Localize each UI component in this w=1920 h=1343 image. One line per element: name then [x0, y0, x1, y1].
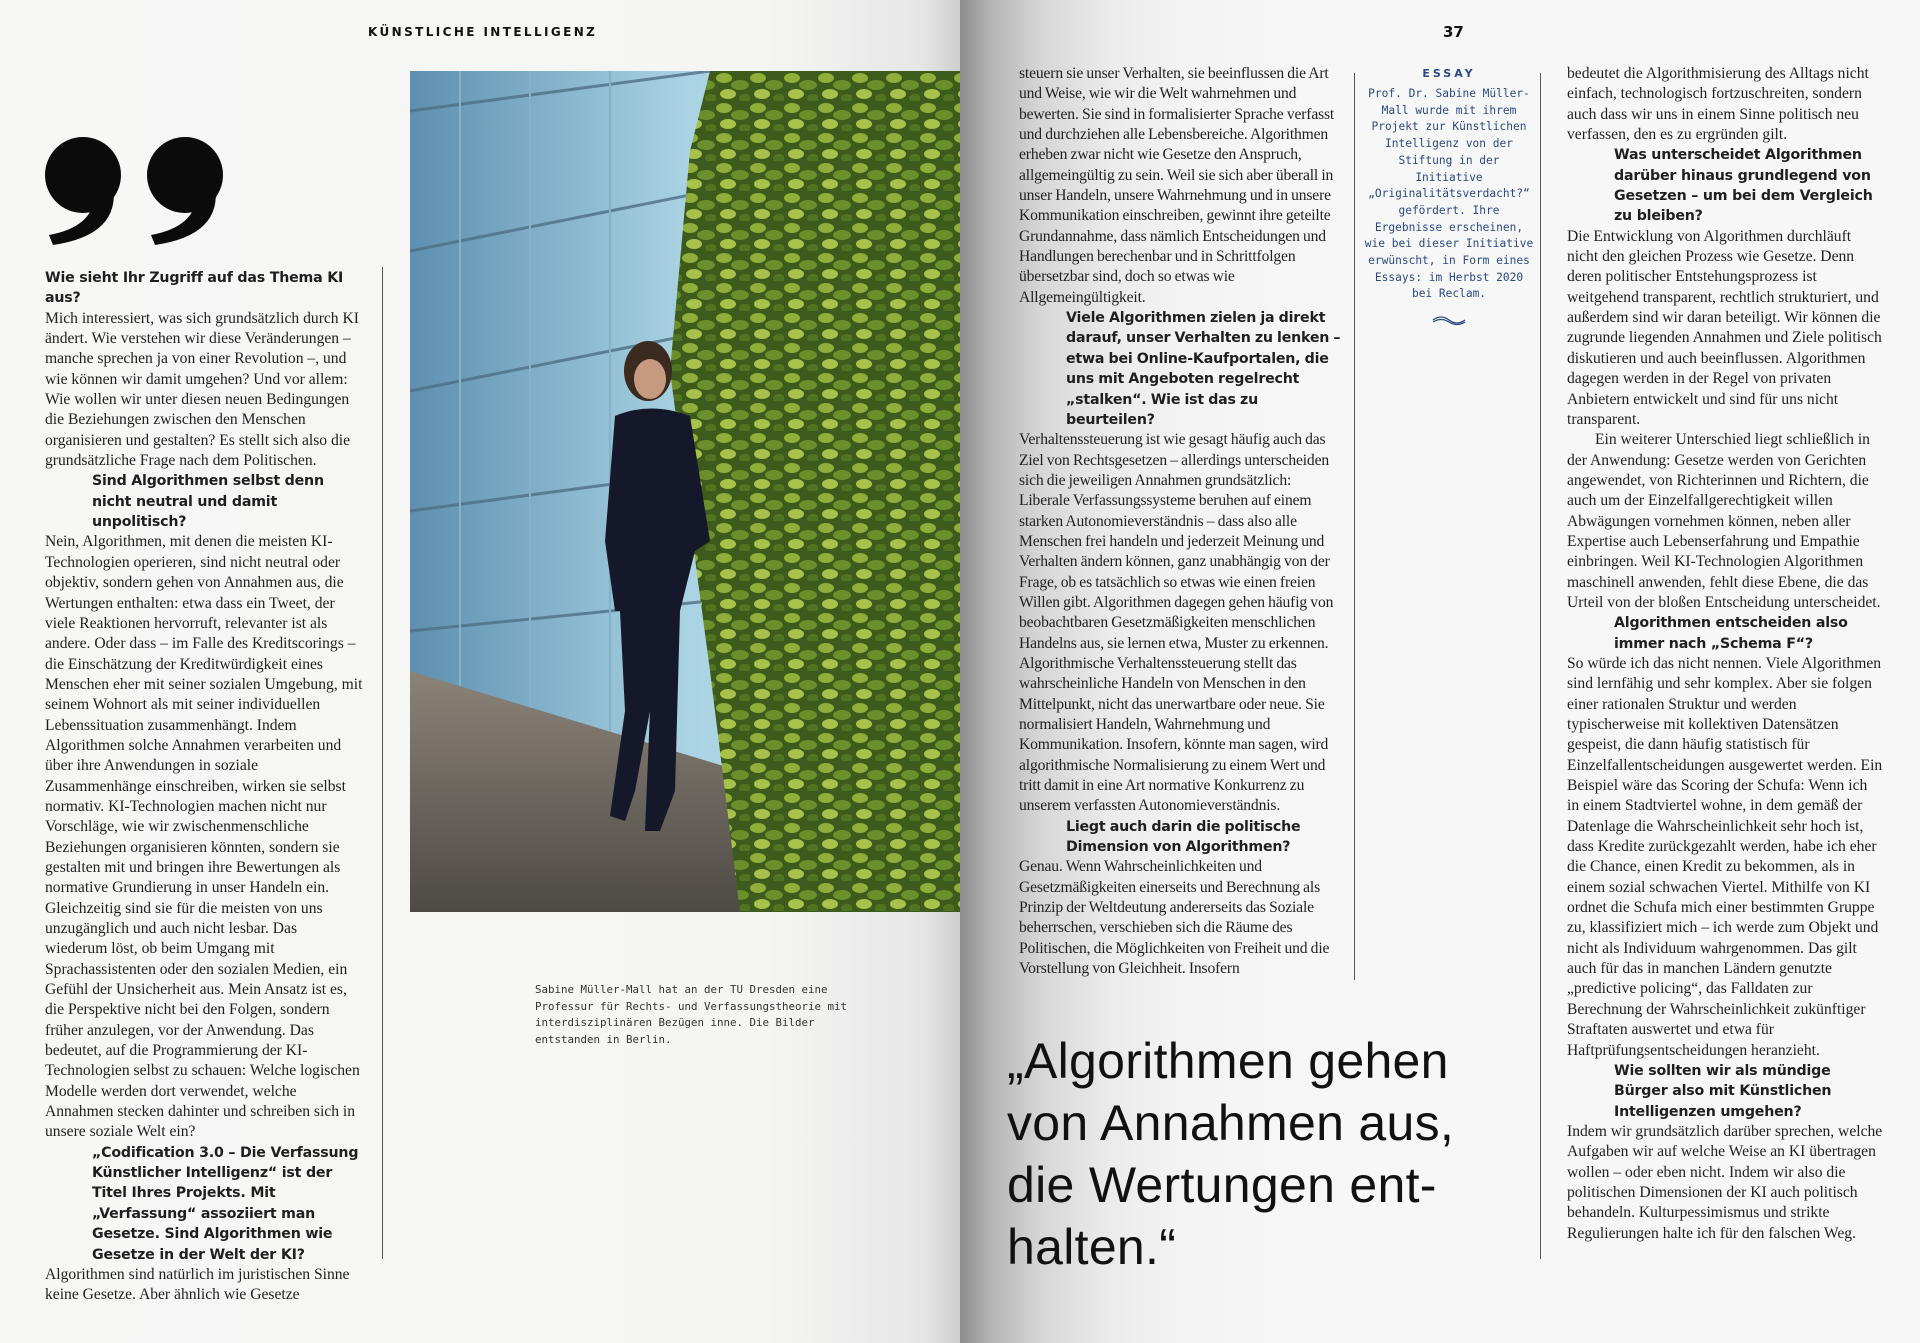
- interview-answer: Die Entwicklung von Algorithmen durchläuft nicht den gleichen Prozess wie Gesetze. Denn deren politischer Entstehungsprozess ist weitgehend transparent, rechtlich strukturiert, und außerdem sind wir daran beteiligt. Wir können die zugrunde liegenden Annahmen und Ziele politisch diskutieren und auch beeinflussen. Algorithmen dagegen werden in der Regel von privaten Anbietern entwickelt und sind für uns nicht transparent.: [1567, 227, 1882, 428]
- column-divider: [382, 267, 383, 1259]
- swash-ornament-icon: [1362, 313, 1536, 331]
- interview-question: Wie sieht Ihr Zugriff auf das Thema KI aus?: [45, 270, 344, 307]
- quotation-mark-icon: [43, 135, 235, 247]
- interview-answer: Ein weiterer Unterschied liegt schließlich in der Anwendung: Gesetze werden von Gerichten angewendet, von Richterinnen und Richtern, die auch um der Einzelfallgerechtigkeit willen Abwägungen vornehmen können, neben aller Expertise auch Lebenserfahrung und Empathie einbringen. Weil KI-Technologien Algorithmen maschinell anwenden, fehlt diese Ebene, die das Urteil von der bloßen Entscheidung unterscheidet.: [1567, 431, 1881, 611]
- essay-sidebar: [1362, 67, 1536, 331]
- interview-answer: bedeutet die Algorithmisierung des Alltags nicht einfach, technologisch fortzuschreiten, sondern auch dass wir uns in einem Sinne politisch neu verfassen, den es zu ergründen gilt.: [1567, 65, 1869, 144]
- interview-answer: So würde ich das nicht nennen. Viele Algorithmen sind lernfähig und sehr komplex. Aber sie folgen einer rationalen Struktur und werden typischerweise mit kollektiven Datensätzen gespeist, die dann häufig statistisch für Einzelfallentscheidungen ausgewertet werden. Ein Beispiel wäre das Scoring der Schufa: Wenn ich in einem Stadtviertel wohne, in dem gemäß der Datenlage die Wahrscheinlichkeit sehr hoch ist, dass Kredite zurückgezahlt werden, habe ich eher die Chance, einen Kredit zu bekommen, als in einem sozial schwachen Viertel. Mithilfe von KI ordnet die Schufa mich einer bestimmten Gruppe zu, klassifiziert mich – ich werde zum Objekt und nicht als Individuum wahrgenommen. Das gilt auch für das in manchen Ländern genutzte „predictive policing“, das Falldaten zur Berechnung der Wahrscheinlichkeit zukünftiger Straftaten auswertet und etwa für Haftprüfungsentscheidungen heranzieht.: [1567, 654, 1883, 1059]
- pull-quote-line: „Algorithmen gehen: [1007, 1033, 1449, 1089]
- interview-answer: Genau. Wenn Wahrscheinlichkeiten und Gesetzmäßigkeiten einerseits und Berechnung als Prinzip der Weltdeutung andererseits das Soziale beherrschen, verschieben sich die Räume des Politischen, die Möglichkeiten von Freiheit und die Vorstellung von Gleichheit. Insofern: [1019, 858, 1330, 978]
- column-divider: [1354, 73, 1355, 980]
- interview-answer: Nein, Algorithmen, mit denen die meisten KI-Technologien operieren, sind nicht neutral oder objektiv, sondern gehen von Annahmen aus, die Wertungen enthalten: etwa dass ein Tweet, der viele Reaktionen hervorruft, relevanter ist als andere. Oder dass – im Falle des Kreditscorings – die Einschätzung der Kreditwürdigkeit eines Menschen eher mit seiner sozialen Umgebung, mit seinem Wohnort als mit seiner individuellen Lebenssituation zusammenhängt. Indem Algorithmen solche Annahmen verarbeiten und über ihre Anwendungen in soziale Zusammenhänge einschreiben, wirken sie selbst normativ. KI-Technologien machen nicht nur Vorschläge, wie wir zwischenmenschliche Beziehungen organisieren könnten, sondern sie gestalten mit und bringen ihre Bewertungen als normative Grundierung in unser Handeln ein. Gleichzeitig sind sie für die meisten von uns unzugänglich und auch nicht lesbar. Das wiederum löst, ob beim Umgang mit Sprachassistenten oder den sozialen Medien, ein Gefühl der Unsicherheit aus. Mein Ansatz ist es, die Perspektive nicht bei den Folgen, sondern früher anzulegen, vor der Anwendung. Das bedeutet, auf die Programmierung der KI-Technologien selbst zu schauen: Welche logischen Modelle werden dort verwendet, welche Annahmen stecken dahinter und schreiben sich in unsere soziale Welt ein?: [45, 533, 363, 1141]
- interview-answer: Indem wir grundsätzlich darüber sprechen, welche Aufgaben wir auf welche Weise an KI übertragen wollen – oder eben nicht. Indem wir also die politischen Dimensionen der KI auch politisch behandeln. Kulturpessimismus und strikte Regulierungen halte ich für den falschen Weg.: [1567, 1122, 1883, 1242]
- pull-quote-line: halten.“: [1007, 1219, 1177, 1275]
- interview-answer: Algorithmen sind natürlich im juristischen Sinne keine Gesetze. Aber ähnlich wie Gesetze: [45, 1265, 350, 1304]
- interview-column-left: [45, 268, 363, 1306]
- essay-text: Prof. Dr. Sabine Müller-Mall wurde mit ihrem Projekt zur Künstlichen Intelligenz von der Stiftung in der Initiative „Originalitätsverdacht?“ gefördert. Ihre Ergebnisse erscheinen, wie bei dieser Initiative erwünscht, in Form eines Essays: im Herbst 2020 bei Reclam.: [1364, 87, 1534, 301]
- pull-quote-line: die Wertungen ent-: [1007, 1157, 1437, 1213]
- interview-column-middle: [1019, 64, 1345, 979]
- interview-question: Liegt auch darin die politische Dimension von Algorithmen?: [1066, 818, 1301, 856]
- portrait-photo-image: [410, 71, 960, 912]
- interview-column-right: [1567, 64, 1883, 1244]
- interview-answer: steuern sie unser Verhalten, sie beeinflussen die Art und Weise, wie wir die Welt wahrnehmen und bewerten. Sie sind in formalisierter Sprache verfasst und durchziehen alle Lebensbereiche. Algorithmen erheben zwar nicht wie Gesetze den Anspruch, allgemeingültig zu sein. Weil sie sich aber überall in unser Handeln, unsere Wahrnehmung und in unsere Kommunikation einschreiben, gewinnt ihre geteilte Grundannahme, dass nämlich Entscheidungen und Handlungen berechenbar und in Schrittfolgen übersetzbar sind, doch so etwas wie Allgemeingültigkeit.: [1019, 65, 1335, 306]
- essay-title: ESSAY: [1422, 67, 1476, 80]
- interview-question: Wie sollten wir als mündige Bürger also mit Künstlichen Intelligenzen umgehen?: [1614, 1062, 1832, 1120]
- pull-quote-line: von Annahmen aus,: [1007, 1095, 1455, 1151]
- interview-answer: Verhaltenssteuerung ist wie gesagt häufig auch das Ziel von Rechtsgesetzen – allerdings unterscheiden sich die jeweiligen Annahmen grundsätzlich: Liberale Verfassungssysteme beruhen auf einem starken Autonomieverständnis – dass also alle Menschen frei handeln und jederzeit Meinung und Verhalten ändern können, ganz unabhängig von der Frage, ob es tatsächlich so etwas wie einen freien Willen gibt. Algorithmen dagegen gehen häufig von beobachtbaren Gesetzmäßigkeiten menschlichen Handelns aus, sie lernen etwa, Muster zu erkennen. Algorithmische Verhaltenssteuerung stellt das wahrscheinliche Handeln von Menschen in den Mittelpunkt, nicht das unerwartbare oder neue. Sie normalisiert Handeln, Wahrnehmung und Kommunikation. Insofern, könnte man sagen, wird algorithmische Normalisierung zu einem Wert und tritt damit in eine Art normative Konkurrenz zu unserem verfassten Autonomieverständnis.: [1019, 431, 1334, 815]
- running-head: KÜNSTLICHE INTELLIGENZ: [368, 25, 598, 39]
- portrait-photo: [410, 71, 960, 912]
- interview-answer: Mich interessiert, was sich grundsätzlich durch KI ändert. Wie verstehen wir diese Veränderungen – manche sprechen ja von einer Revolution –, und wie können wir damit umgehen? Und vor allem: Wie wollen wir unter diesen neuen Bedingungen die Beziehungen zwischen den Menschen organisieren und gestalten? Es stellt sich also die grundsätzliche Frage nach dem Politischen.: [45, 309, 359, 470]
- interview-question: Algorithmen entscheiden also immer nach „Schema F“?: [1614, 615, 1848, 652]
- interview-question: Sind Algorithmen selbst denn nicht neutral und damit unpolitisch?: [92, 473, 324, 531]
- pull-quote: [1007, 1030, 1454, 1278]
- column-divider: [1540, 73, 1541, 1259]
- photo-caption: Sabine Müller-Mall hat an der TU Dresden eine Professur für Rechts- und Verfassungstheorie mit interdisziplinären Bezügen inne. Die Bilder entstanden in Berlin.: [535, 983, 848, 1046]
- interview-question: „Codification 3.0 – Die Verfassung Künstlicher Intelligenz“ ist der Titel Ihres Projekts. Mit „Verfassung“ assoziiert man Gesetze. Sind Algorithmen wie Gesetze in der Welt der KI?: [92, 1144, 359, 1263]
- page-number: 37: [1443, 23, 1464, 41]
- interview-question: Was unterscheidet Algorithmen darüber hinaus grundlegend von Gesetzen – um bei dem Vergleich zu bleiben?: [1614, 147, 1873, 225]
- interview-question: Viele Algorithmen zielen ja direkt darauf, unser Verhalten zu lenken – etwa bei Online-Kaufportalen, die uns mit Angeboten regelrecht „stalken“. Wie ist das zu beurteilen?: [1066, 310, 1341, 428]
